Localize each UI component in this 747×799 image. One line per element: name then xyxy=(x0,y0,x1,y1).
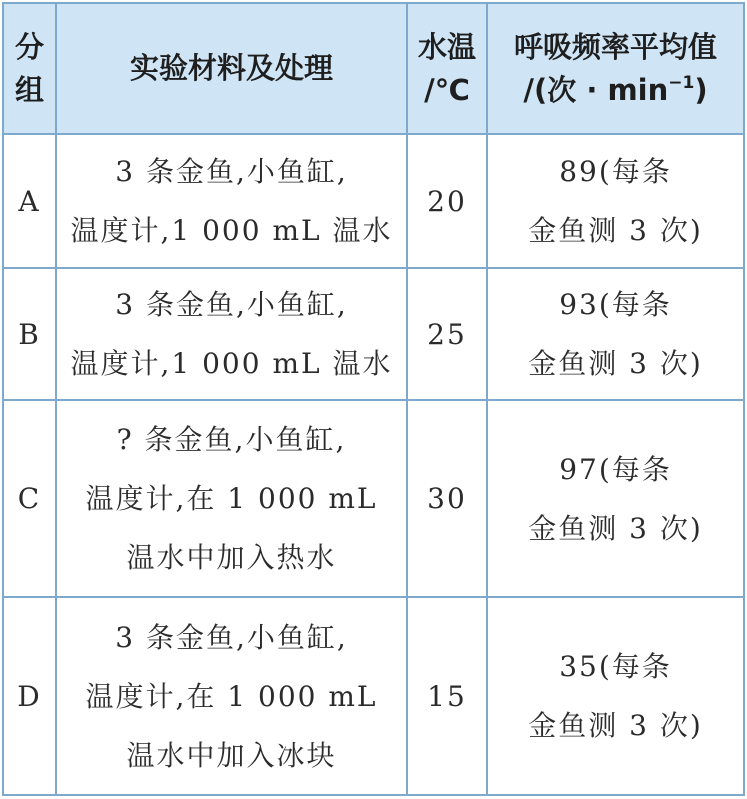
material-line: 温度计,1 000 mL 温水 xyxy=(70,347,393,380)
material-cell xyxy=(56,597,407,795)
temp-cell: 20 xyxy=(407,134,487,268)
table-row-b xyxy=(3,268,744,400)
group-cell: B xyxy=(3,268,56,400)
header-row xyxy=(3,3,744,134)
header-rate-line2 xyxy=(488,69,743,111)
rate-cell xyxy=(487,268,744,400)
header-group-line1: 分 xyxy=(14,30,44,65)
temp-cell: 15 xyxy=(407,597,487,795)
material-line: 3 条金鱼,小鱼缸, xyxy=(115,288,348,321)
material-line: 温度计,1 000 mL 温水 xyxy=(70,214,393,247)
header-temp-line2: /℃ xyxy=(424,72,470,107)
material-line: 3 条金鱼,小鱼缸, xyxy=(115,620,348,654)
material-cell xyxy=(56,268,407,400)
rate-line: 金鱼测 3 次) xyxy=(528,709,703,742)
material-line: 温度计,在 1 000 mL xyxy=(85,679,378,713)
header-rate xyxy=(487,3,744,134)
group-cell: A xyxy=(3,134,56,268)
temp-cell: 25 xyxy=(407,268,487,400)
material-line: ? 条金鱼,小鱼缸, xyxy=(116,423,347,456)
group-cell: C xyxy=(3,400,56,597)
header-rate-unit-suffix: ) xyxy=(694,72,708,107)
rate-line: 金鱼测 3 次) xyxy=(528,214,703,247)
rate-line: 金鱼测 3 次) xyxy=(528,347,703,380)
rate-line: 35(每条 xyxy=(559,650,672,683)
material-cell xyxy=(56,134,407,268)
header-material-label: 实验材料及处理 xyxy=(129,51,333,86)
material-line: 温水中加入冰块 xyxy=(126,738,337,772)
rate-cell xyxy=(487,134,744,268)
material-line: 温度计,在 1 000 mL xyxy=(85,482,378,515)
rate-cell xyxy=(487,400,744,597)
header-temp xyxy=(407,3,487,134)
material-line: 3 条金鱼,小鱼缸, xyxy=(115,155,348,188)
rate-line: 93(每条 xyxy=(559,288,672,321)
group-cell: D xyxy=(3,597,56,795)
header-material xyxy=(56,3,407,134)
experiment-table xyxy=(2,2,745,796)
header-rate-line1: 呼吸频率平均值 xyxy=(513,30,717,65)
table-row-c xyxy=(3,400,744,597)
header-rate-unit-exponent: −1 xyxy=(668,72,695,93)
rate-cell xyxy=(487,597,744,795)
material-line: 温水中加入热水 xyxy=(126,541,337,574)
table-row-d xyxy=(3,597,744,795)
header-group xyxy=(3,3,56,134)
header-rate-unit-prefix: /(次 · min xyxy=(523,72,669,107)
temp-cell: 30 xyxy=(407,400,487,597)
rate-line: 97(每条 xyxy=(559,452,672,486)
header-temp-line1: 水温 xyxy=(417,30,476,65)
material-cell xyxy=(56,400,407,597)
rate-line: 金鱼测 3 次) xyxy=(528,511,703,545)
table-row-a xyxy=(3,134,744,268)
rate-line: 89(每条 xyxy=(559,155,672,188)
header-group-line2: 组 xyxy=(14,72,44,107)
